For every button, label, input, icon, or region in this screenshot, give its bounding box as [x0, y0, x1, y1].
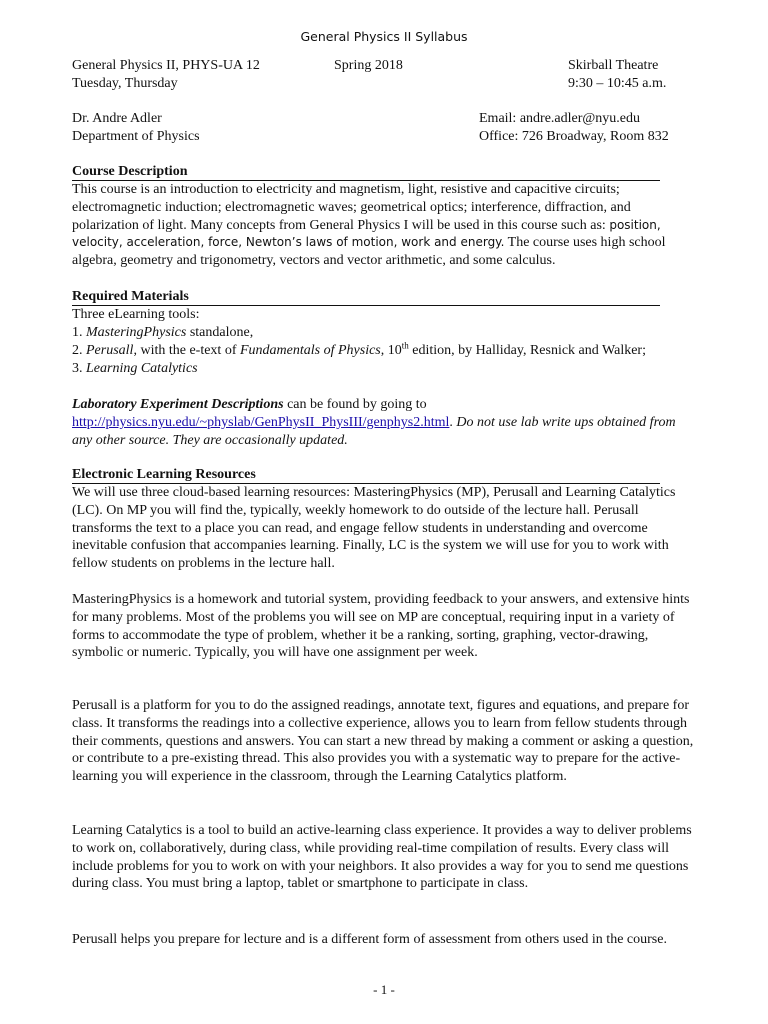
page-title: General Physics II Syllabus — [300, 29, 468, 44]
lab-link[interactable]: http://physics.nyu.edu/~physlab/GenPhysII_PhysIII/genphys2.html — [72, 414, 450, 430]
electronic-resources-heading: Electronic Learning Resources — [72, 467, 256, 482]
materials-item-3: 3. Learning Catalytics — [72, 361, 198, 376]
instructor-name: Dr. Andre Adler — [72, 111, 162, 126]
course-description-heading: Course Description — [72, 164, 188, 179]
lab-paragraph: Laboratory Experiment Descriptions can be found by going to http://physics.nyu.edu/~physlab/GenPhysII_PhysIII/genphys2.html. Do not use lab write ups obtained from any other source. They are occasionally updated. — [72, 397, 676, 448]
instructor-office: Office: 726 Broadway, Room 832 — [479, 129, 669, 144]
lab-warning: Do not use lab write ups obtained from any other source. They are occasionally updated. — [72, 414, 676, 448]
materials-intro: Three eLearning tools: — [72, 307, 200, 322]
course-location: Skirball Theatre — [568, 58, 659, 73]
resources-paragraph-3: Perusall is a platform for you to do the assigned readings, annotate text, figures and equations, and prepare for class. It transforms the readings into a collective experience, allows you to learn from fellow students through their comments, questions and answers. You can start a new thread by making a comment or asking a question, or contribute to a pre-existing thread. This also provides you with a systematic way to prepare for the active-learning you will experience in the classroom, through the Learning Catalytics platform. — [72, 698, 694, 785]
course-name: General Physics II, PHYS-UA 12 — [72, 58, 260, 73]
instructor-department: Department of Physics — [72, 129, 200, 144]
resources-paragraph-4: Learning Catalytics is a tool to build an active-learning class experience. It provides a way to deliver problems to work on, collaboratively, during class, while providing real-time compilation of results. Every class will include problems for you to work on with your neighbors. It also provides a way for you to send me questions during class. You must bring a laptop, tablet or smartphone to participate in class. — [72, 823, 692, 892]
resources-paragraph-1: We will use three cloud-based learning resources: MasteringPhysics (MP), Perusall and Learning Catalytics (LC). On MP you will find the, typically, weekly homework to do outside of the lecture hall. Perusall transforms the text to a place you can read, and engage fellow students in understanding and overcome inevitable confusion that accompanies learning. Finally, LC is the system we will use for you to work with fellow students on problems in the lecture hall. — [72, 485, 676, 572]
materials-item-2: 2. Perusall, with the e-text of Fundamentals of Physics, 10th edition, by Halliday, Resnick and Walker; — [72, 340, 646, 358]
required-materials-heading: Required Materials — [72, 289, 189, 304]
course-description-text: This course is an introduction to electricity and magnetism, light, resistive and capacitive circuits; electromagnetic induction; electromagnetic waves; geometrical optics; interference, diffraction, and polarization of light. Many concepts from General Physics I will be used in this course such as: position, velocity, acceleration, force, Newton’s laws of motion, work and energy. The course uses high school algebra, geometry and trigonometry, vectors and vector arithmetic, and some calculus. — [72, 182, 666, 269]
materials-item-1: 1. MasteringPhysics standalone, — [72, 325, 254, 340]
instructor-email: Email: andre.adler@nyu.edu — [479, 111, 640, 126]
resources-paragraph-5: Perusall helps you prepare for lecture and is a different form of assessment from others used in the course. — [72, 932, 667, 947]
physics-concepts: position, velocity, acceleration, force, Newton’s laws of motion, work and energy. — [72, 217, 661, 250]
course-days: Tuesday, Thursday — [72, 76, 178, 91]
page-number: - 1 - — [373, 982, 395, 997]
course-time: 9:30 – 10:45 a.m. — [568, 76, 667, 91]
resources-paragraph-2: MasteringPhysics is a homework and tutorial system, providing feedback to your answers, and extensive hints for many problems. Most of the problems you will see on MP are conceptual, requiring input in a variety of forms to accommodate the type of problem, whether it be a ranking, sorting, graphing, vector-drawing, symbolic or numeric. Typically, you will have one assignment per week. — [72, 592, 690, 661]
course-term: Spring 2018 — [334, 58, 403, 73]
